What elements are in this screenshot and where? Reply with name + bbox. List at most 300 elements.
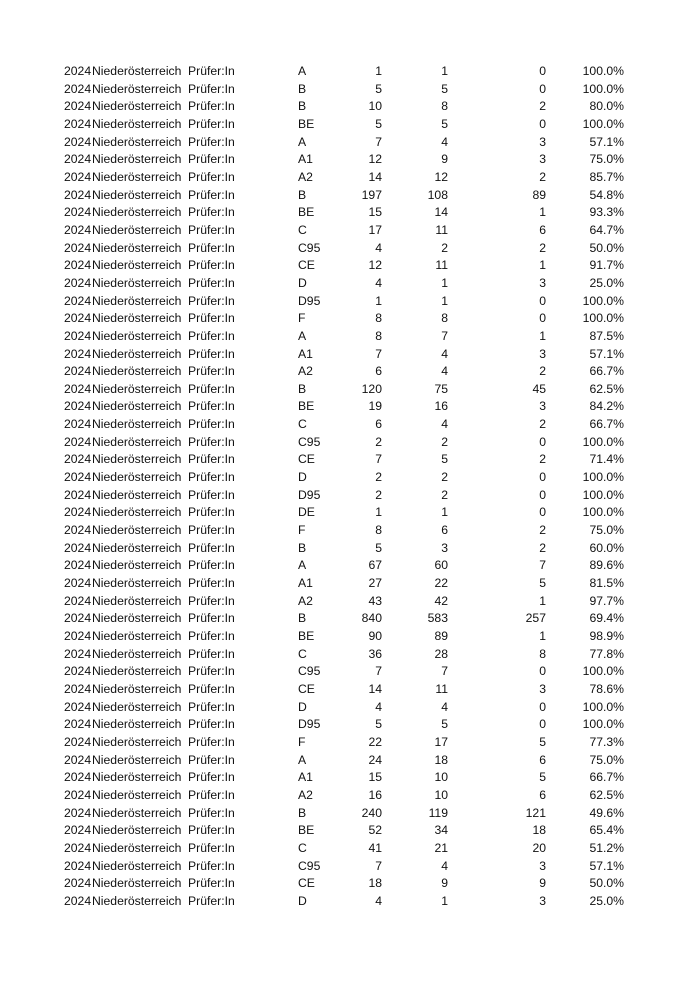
failed-cell: 3 (539, 893, 546, 908)
role-cell: Prüfer:In (188, 823, 235, 838)
role-cell: Prüfer:In (188, 805, 235, 820)
region-cell: Niederösterreich (92, 346, 182, 361)
pass-rate-cell: 57.1% (589, 346, 624, 361)
exam-results-table (64, 63, 624, 911)
year-cell: 2024 (64, 787, 92, 802)
pass-rate-cell: 66.7% (589, 417, 624, 432)
total-cell: 4 (375, 240, 382, 255)
failed-cell: 2 (539, 540, 546, 555)
passed-cell: 7 (441, 328, 448, 343)
license-class-cell: C (298, 222, 307, 237)
year-cell: 2024 (64, 717, 92, 732)
failed-cell: 0 (539, 293, 546, 308)
failed-cell: 0 (539, 81, 546, 96)
region-cell: Niederösterreich (92, 787, 182, 802)
table-row (64, 681, 624, 699)
role-cell: Prüfer:In (188, 99, 235, 114)
failed-cell: 5 (539, 576, 546, 591)
region-cell: Niederösterreich (92, 116, 182, 131)
table-row (64, 240, 624, 258)
table-row (64, 151, 624, 169)
table-row (64, 381, 624, 399)
table-row (64, 628, 624, 646)
year-cell: 2024 (64, 858, 92, 873)
pass-rate-cell: 49.6% (589, 805, 624, 820)
total-cell: 197 (361, 187, 382, 202)
passed-cell: 4 (441, 364, 448, 379)
total-cell: 2 (375, 487, 382, 502)
total-cell: 5 (375, 717, 382, 732)
region-cell: Niederösterreich (92, 558, 182, 573)
total-cell: 1 (375, 64, 382, 78)
pass-rate-cell: 81.5% (589, 576, 624, 591)
table-row (64, 822, 624, 840)
role-cell: Prüfer:In (188, 64, 235, 78)
table-row (64, 434, 624, 452)
total-cell: 4 (375, 699, 382, 714)
role-cell: Prüfer:In (188, 152, 235, 167)
pass-rate-cell: 64.7% (589, 222, 624, 237)
failed-cell: 2 (539, 240, 546, 255)
table-row (64, 769, 624, 787)
pass-rate-cell: 50.0% (589, 876, 624, 891)
region-cell: Niederösterreich (92, 134, 182, 149)
year-cell: 2024 (64, 434, 92, 449)
passed-cell: 10 (434, 787, 448, 802)
table-row (64, 540, 624, 558)
role-cell: Prüfer:In (188, 681, 235, 696)
pass-rate-cell: 66.7% (589, 770, 624, 785)
total-cell: 7 (375, 134, 382, 149)
license-class-cell: A2 (298, 593, 313, 608)
year-cell: 2024 (64, 752, 92, 767)
region-cell: Niederösterreich (92, 611, 182, 626)
passed-cell: 11 (435, 681, 448, 696)
total-cell: 1 (375, 293, 382, 308)
license-class-cell: C (298, 840, 307, 855)
year-cell: 2024 (64, 840, 92, 855)
passed-cell: 11 (435, 222, 448, 237)
total-cell: 15 (368, 770, 382, 785)
total-cell: 17 (368, 222, 382, 237)
year-cell: 2024 (64, 258, 92, 273)
region-cell: Niederösterreich (92, 81, 182, 96)
region-cell: Niederösterreich (92, 646, 182, 661)
year-cell: 2024 (64, 452, 92, 467)
passed-cell: 4 (441, 699, 448, 714)
role-cell: Prüfer:In (188, 134, 235, 149)
region-cell: Niederösterreich (92, 770, 182, 785)
total-cell: 90 (368, 629, 382, 643)
license-class-cell: A (298, 64, 307, 78)
passed-cell: 2 (441, 240, 448, 255)
table-row (64, 504, 624, 522)
total-cell: 36 (368, 646, 382, 661)
failed-cell: 0 (539, 434, 546, 449)
pass-rate-cell: 75.0% (589, 152, 624, 167)
role-cell: Prüfer:In (188, 240, 235, 255)
table-row (64, 116, 624, 134)
year-cell: 2024 (64, 576, 92, 591)
region-cell: Niederösterreich (92, 328, 182, 343)
license-class-cell: BE (298, 823, 315, 838)
region-cell: Niederösterreich (92, 381, 182, 396)
license-class-cell: A1 (298, 770, 313, 785)
pass-rate-cell: 75.0% (589, 523, 624, 538)
role-cell: Prüfer:In (188, 646, 235, 661)
total-cell: 14 (368, 681, 382, 696)
license-class-cell: CE (298, 681, 315, 696)
failed-cell: 3 (539, 399, 546, 414)
year-cell: 2024 (64, 505, 92, 520)
region-cell: Niederösterreich (92, 434, 182, 449)
failed-cell: 2 (539, 523, 546, 538)
total-cell: 12 (368, 152, 382, 167)
passed-cell: 5 (441, 452, 448, 467)
pass-rate-cell: 100.0% (582, 311, 624, 326)
total-cell: 14 (368, 169, 382, 184)
license-class-cell: BE (298, 205, 315, 220)
passed-cell: 2 (441, 470, 448, 485)
role-cell: Prüfer:In (188, 523, 235, 538)
passed-cell: 3 (441, 540, 448, 555)
role-cell: Prüfer:In (188, 629, 235, 643)
region-cell: Niederösterreich (92, 823, 182, 838)
total-cell: 7 (375, 858, 382, 873)
passed-cell: 42 (434, 593, 448, 608)
failed-cell: 5 (539, 770, 546, 785)
pass-rate-cell: 77.3% (589, 734, 624, 749)
role-cell: Prüfer:In (188, 576, 235, 591)
pass-rate-cell: 100.0% (582, 293, 624, 308)
total-cell: 22 (368, 734, 382, 749)
pass-rate-cell: 98.9% (589, 629, 624, 643)
role-cell: Prüfer:In (188, 505, 235, 520)
region-cell: Niederösterreich (92, 717, 182, 732)
year-cell: 2024 (64, 664, 92, 679)
passed-cell: 4 (441, 858, 448, 873)
table-row (64, 63, 624, 81)
passed-cell: 1 (441, 275, 448, 290)
role-cell: Prüfer:In (188, 417, 235, 432)
year-cell: 2024 (64, 99, 92, 114)
failed-cell: 8 (539, 646, 546, 661)
year-cell: 2024 (64, 381, 92, 396)
pass-rate-cell: 91.7% (589, 258, 624, 273)
region-cell: Niederösterreich (92, 876, 182, 891)
role-cell: Prüfer:In (188, 275, 235, 290)
passed-cell: 75 (434, 381, 448, 396)
region-cell: Niederösterreich (92, 205, 182, 220)
year-cell: 2024 (64, 646, 92, 661)
region-cell: Niederösterreich (92, 858, 182, 873)
region-cell: Niederösterreich (92, 805, 182, 820)
failed-cell: 2 (539, 99, 546, 114)
passed-cell: 6 (441, 523, 448, 538)
license-class-cell: B (298, 805, 307, 820)
year-cell: 2024 (64, 364, 92, 379)
license-class-cell: D95 (298, 487, 321, 502)
pass-rate-cell: 65.4% (589, 823, 624, 838)
passed-cell: 12 (434, 169, 448, 184)
passed-cell: 8 (441, 311, 448, 326)
year-cell: 2024 (64, 876, 92, 891)
year-cell: 2024 (64, 734, 92, 749)
total-cell: 5 (375, 81, 382, 96)
table-row (64, 752, 624, 770)
pass-rate-cell: 57.1% (589, 858, 624, 873)
license-class-cell: B (298, 99, 307, 114)
region-cell: Niederösterreich (92, 893, 182, 908)
license-class-cell: A1 (298, 576, 313, 591)
total-cell: 12 (368, 258, 382, 273)
table-row (64, 98, 624, 116)
role-cell: Prüfer:In (188, 893, 235, 908)
table-row (64, 893, 624, 911)
year-cell: 2024 (64, 187, 92, 202)
region-cell: Niederösterreich (92, 593, 182, 608)
passed-cell: 7 (441, 664, 448, 679)
passed-cell: 583 (427, 611, 448, 626)
license-class-cell: A (298, 752, 307, 767)
total-cell: 840 (361, 611, 382, 626)
table-row (64, 787, 624, 805)
passed-cell: 11 (435, 258, 448, 273)
license-class-cell: A1 (298, 152, 313, 167)
passed-cell: 16 (434, 399, 448, 414)
passed-cell: 28 (434, 646, 448, 661)
failed-cell: 6 (539, 222, 546, 237)
region-cell: Niederösterreich (92, 275, 182, 290)
year-cell: 2024 (64, 611, 92, 626)
failed-cell: 3 (539, 275, 546, 290)
total-cell: 4 (375, 275, 382, 290)
pass-rate-cell: 100.0% (582, 434, 624, 449)
table-row (64, 593, 624, 611)
pass-rate-cell: 100.0% (582, 699, 624, 714)
passed-cell: 8 (441, 99, 448, 114)
license-class-cell: A1 (298, 346, 313, 361)
table-row (64, 469, 624, 487)
total-cell: 27 (368, 576, 382, 591)
role-cell: Prüfer:In (188, 558, 235, 573)
failed-cell: 0 (539, 699, 546, 714)
role-cell: Prüfer:In (188, 434, 235, 449)
pass-rate-cell: 100.0% (582, 717, 624, 732)
table-row (64, 699, 624, 717)
license-class-cell: A (298, 558, 307, 573)
failed-cell: 1 (539, 205, 546, 220)
pass-rate-cell: 62.5% (589, 381, 624, 396)
region-cell: Niederösterreich (92, 152, 182, 167)
table-row (64, 363, 624, 381)
license-class-cell: A2 (298, 787, 313, 802)
total-cell: 6 (375, 417, 382, 432)
license-class-cell: B (298, 187, 307, 202)
role-cell: Prüfer:In (188, 487, 235, 502)
table-row (64, 187, 624, 205)
table-row (64, 716, 624, 734)
pass-rate-cell: 87.5% (589, 328, 624, 343)
total-cell: 120 (361, 381, 382, 396)
total-cell: 10 (368, 99, 382, 114)
failed-cell: 257 (525, 611, 546, 626)
region-cell: Niederösterreich (92, 187, 182, 202)
failed-cell: 0 (539, 505, 546, 520)
role-cell: Prüfer:In (188, 81, 235, 96)
table-row (64, 805, 624, 823)
role-cell: Prüfer:In (188, 470, 235, 485)
total-cell: 52 (368, 823, 382, 838)
year-cell: 2024 (64, 346, 92, 361)
role-cell: Prüfer:In (188, 169, 235, 184)
failed-cell: 0 (539, 116, 546, 131)
role-cell: Prüfer:In (188, 205, 235, 220)
year-cell: 2024 (64, 805, 92, 820)
table-row (64, 451, 624, 469)
passed-cell: 1 (441, 893, 448, 908)
license-class-cell: F (298, 734, 306, 749)
pass-rate-cell: 85.7% (589, 169, 624, 184)
pass-rate-cell: 57.1% (589, 134, 624, 149)
total-cell: 7 (375, 664, 382, 679)
table-row (64, 663, 624, 681)
role-cell: Prüfer:In (188, 664, 235, 679)
table-row (64, 646, 624, 664)
region-cell: Niederösterreich (92, 293, 182, 308)
pass-rate-cell: 97.7% (589, 593, 624, 608)
year-cell: 2024 (64, 699, 92, 714)
region-cell: Niederösterreich (92, 699, 182, 714)
pass-rate-cell: 75.0% (589, 752, 624, 767)
region-cell: Niederösterreich (92, 64, 182, 78)
year-cell: 2024 (64, 293, 92, 308)
passed-cell: 10 (434, 770, 448, 785)
failed-cell: 18 (532, 823, 546, 838)
failed-cell: 3 (539, 858, 546, 873)
year-cell: 2024 (64, 470, 92, 485)
table-row (64, 858, 624, 876)
failed-cell: 0 (539, 64, 546, 78)
passed-cell: 4 (441, 346, 448, 361)
total-cell: 2 (375, 434, 382, 449)
role-cell: Prüfer:In (188, 717, 235, 732)
region-cell: Niederösterreich (92, 752, 182, 767)
total-cell: 8 (375, 311, 382, 326)
role-cell: Prüfer:In (188, 593, 235, 608)
year-cell: 2024 (64, 205, 92, 220)
failed-cell: 2 (539, 417, 546, 432)
pass-rate-cell: 100.0% (582, 487, 624, 502)
pass-rate-cell: 100.0% (582, 470, 624, 485)
total-cell: 41 (368, 840, 382, 855)
region-cell: Niederösterreich (92, 99, 182, 114)
failed-cell: 45 (532, 381, 546, 396)
license-class-cell: C95 (298, 240, 321, 255)
region-cell: Niederösterreich (92, 734, 182, 749)
passed-cell: 22 (434, 576, 448, 591)
table-row (64, 610, 624, 628)
region-cell: Niederösterreich (92, 681, 182, 696)
year-cell: 2024 (64, 540, 92, 555)
passed-cell: 4 (441, 134, 448, 149)
total-cell: 240 (361, 805, 382, 820)
passed-cell: 9 (441, 876, 448, 891)
passed-cell: 21 (434, 840, 448, 855)
failed-cell: 2 (539, 169, 546, 184)
passed-cell: 17 (434, 734, 448, 749)
table-row (64, 81, 624, 99)
pass-rate-cell: 50.0% (589, 240, 624, 255)
total-cell: 7 (375, 452, 382, 467)
region-cell: Niederösterreich (92, 487, 182, 502)
role-cell: Prüfer:In (188, 381, 235, 396)
failed-cell: 5 (539, 734, 546, 749)
role-cell: Prüfer:In (188, 311, 235, 326)
pass-rate-cell: 100.0% (582, 116, 624, 131)
role-cell: Prüfer:In (188, 328, 235, 343)
total-cell: 19 (368, 399, 382, 414)
license-class-cell: D (298, 470, 307, 485)
table-row (64, 398, 624, 416)
license-class-cell: BE (298, 629, 315, 643)
role-cell: Prüfer:In (188, 399, 235, 414)
total-cell: 8 (375, 328, 382, 343)
total-cell: 5 (375, 540, 382, 555)
failed-cell: 0 (539, 470, 546, 485)
passed-cell: 5 (441, 81, 448, 96)
table-row (64, 169, 624, 187)
pass-rate-cell: 80.0% (589, 99, 624, 114)
passed-cell: 5 (441, 717, 448, 732)
table-body (64, 63, 624, 911)
pass-rate-cell: 62.5% (589, 787, 624, 802)
license-class-cell: B (298, 611, 307, 626)
total-cell: 24 (368, 752, 382, 767)
year-cell: 2024 (64, 81, 92, 96)
pass-rate-cell: 25.0% (589, 893, 624, 908)
role-cell: Prüfer:In (188, 540, 235, 555)
table-row (64, 734, 624, 752)
failed-cell: 3 (539, 134, 546, 149)
passed-cell: 60 (434, 558, 448, 573)
region-cell: Niederösterreich (92, 470, 182, 485)
total-cell: 2 (375, 470, 382, 485)
license-class-cell: DE (298, 505, 315, 520)
failed-cell: 0 (539, 311, 546, 326)
license-class-cell: B (298, 81, 307, 96)
role-cell: Prüfer:In (188, 699, 235, 714)
role-cell: Prüfer:In (188, 876, 235, 891)
year-cell: 2024 (64, 681, 92, 696)
region-cell: Niederösterreich (92, 311, 182, 326)
year-cell: 2024 (64, 399, 92, 414)
license-class-cell: A2 (298, 169, 313, 184)
year-cell: 2024 (64, 134, 92, 149)
year-cell: 2024 (64, 558, 92, 573)
role-cell: Prüfer:In (188, 293, 235, 308)
table-row (64, 310, 624, 328)
table-row (64, 575, 624, 593)
license-class-cell: BE (298, 116, 315, 131)
table-row (64, 257, 624, 275)
total-cell: 43 (368, 593, 382, 608)
year-cell: 2024 (64, 311, 92, 326)
total-cell: 8 (375, 523, 382, 538)
table-row (64, 840, 624, 858)
failed-cell: 3 (539, 152, 546, 167)
table-row (64, 416, 624, 434)
